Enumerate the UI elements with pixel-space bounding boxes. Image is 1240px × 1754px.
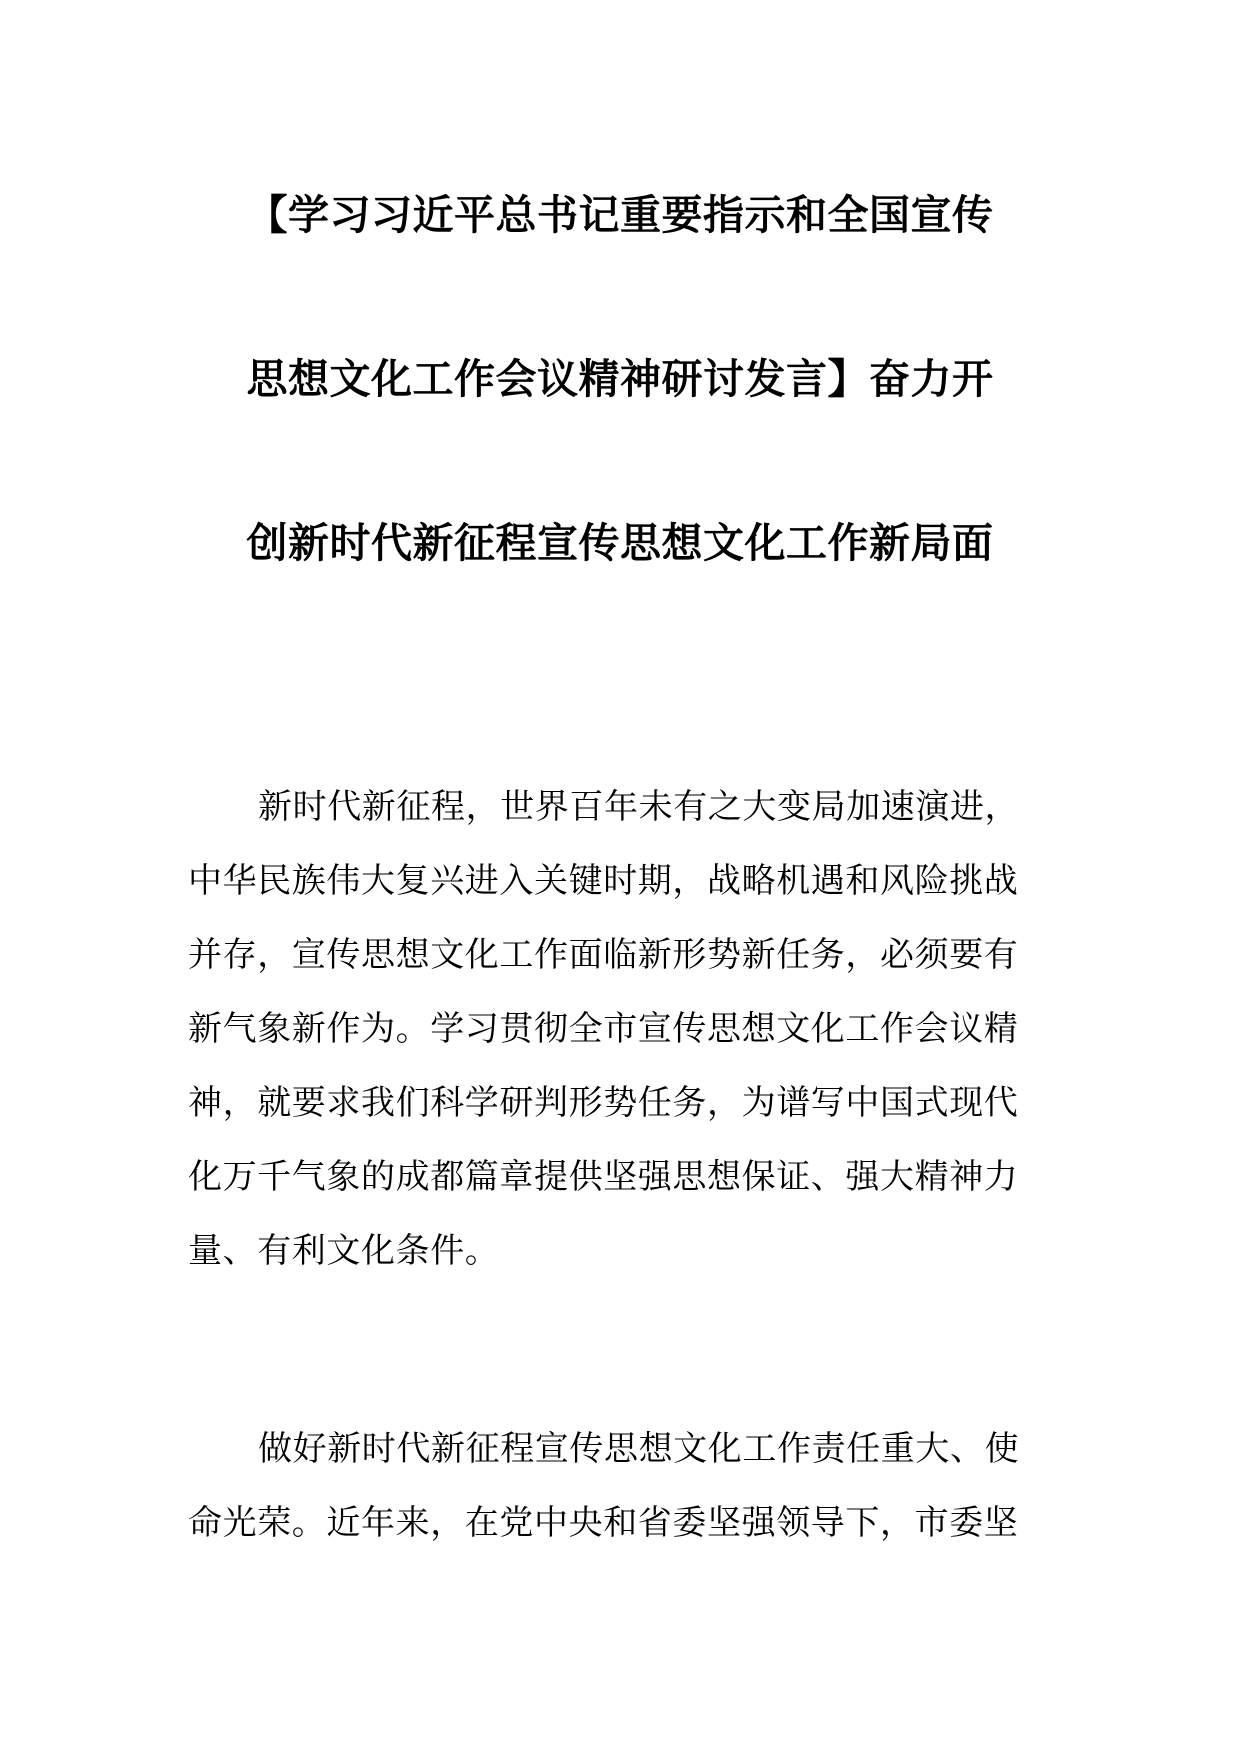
- title-line-1: 【学习习近平总书记重要指示和全国宣传: [246, 191, 994, 239]
- paragraph-2: [188, 1412, 1068, 1560]
- paragraph-line: 做好新时代新征程宣传思想文化工作责任重大、使: [258, 1429, 1020, 1469]
- document-title: [150, 190, 1090, 568]
- paragraph-line: 神，就要求我们科学研判形势任务，为谱写中国式现代: [188, 1083, 1019, 1123]
- paragraph-line: 命光荣。近年来，在党中央和省委坚强领导下，市委坚: [188, 1503, 1019, 1543]
- paragraph-line: 并存，宣传思想文化工作面临新形势新任务，必须要有: [188, 935, 1019, 975]
- title-line-2: 思想文化工作会议精神研讨发言】奋力开: [246, 355, 994, 403]
- paragraph-line: 新时代新征程，世界百年未有之大变局加速演进，: [258, 787, 1020, 827]
- paragraph-line: 新气象新作为。学习贯彻全市宣传思想文化工作会议精: [188, 1009, 1019, 1049]
- title-line-3: 创新时代新征程宣传思想文化工作新局面: [246, 519, 994, 567]
- paragraph-line: 化万千气象的成都篇章提供坚强思想保证、强大精神力: [188, 1157, 1019, 1197]
- paragraph-1: [188, 770, 1068, 1288]
- paragraph-line: 量、有利文化条件。: [188, 1231, 500, 1271]
- paragraph-line: 中华民族伟大复兴进入关键时期，战略机遇和风险挑战: [188, 861, 1019, 901]
